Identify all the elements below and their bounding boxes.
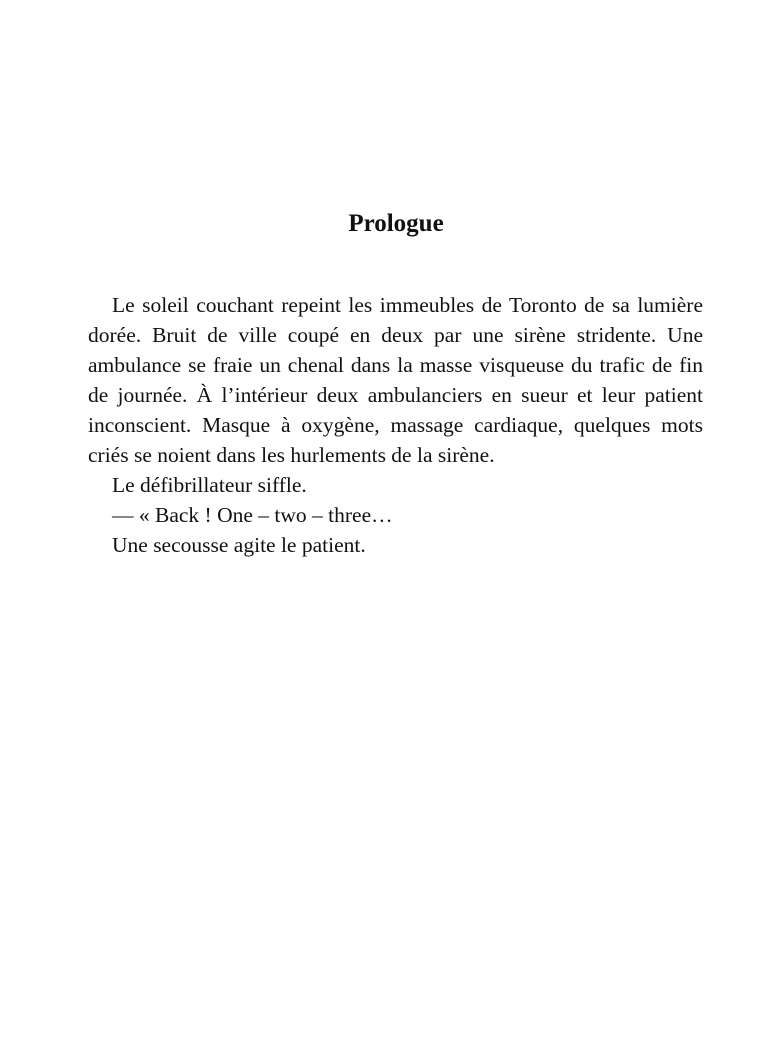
paragraph: — « Back ! One – two – three… — [112, 503, 393, 527]
paragraph: Une secousse agite le patient. — [112, 533, 366, 557]
paragraph: Le soleil couchant repeint les immeubles de Toronto de sa lumière dorée. Bruit de ville coupé en deux par une sirène stridente. Une ambulance se fraie un chenal dans la masse visqueuse du trafic de fin de journée. À l’intérieur deux ambulanciers en sueur et leur patient inconscient. Masque à oxygène, massage cardiaque, quelques mots criés se noient dans les hurlements de la sirène. — [88, 293, 703, 467]
chapter-title: Prologue — [348, 210, 444, 237]
chapter-body — [88, 290, 703, 560]
paragraph: Le défibrillateur siffle. — [112, 473, 307, 497]
